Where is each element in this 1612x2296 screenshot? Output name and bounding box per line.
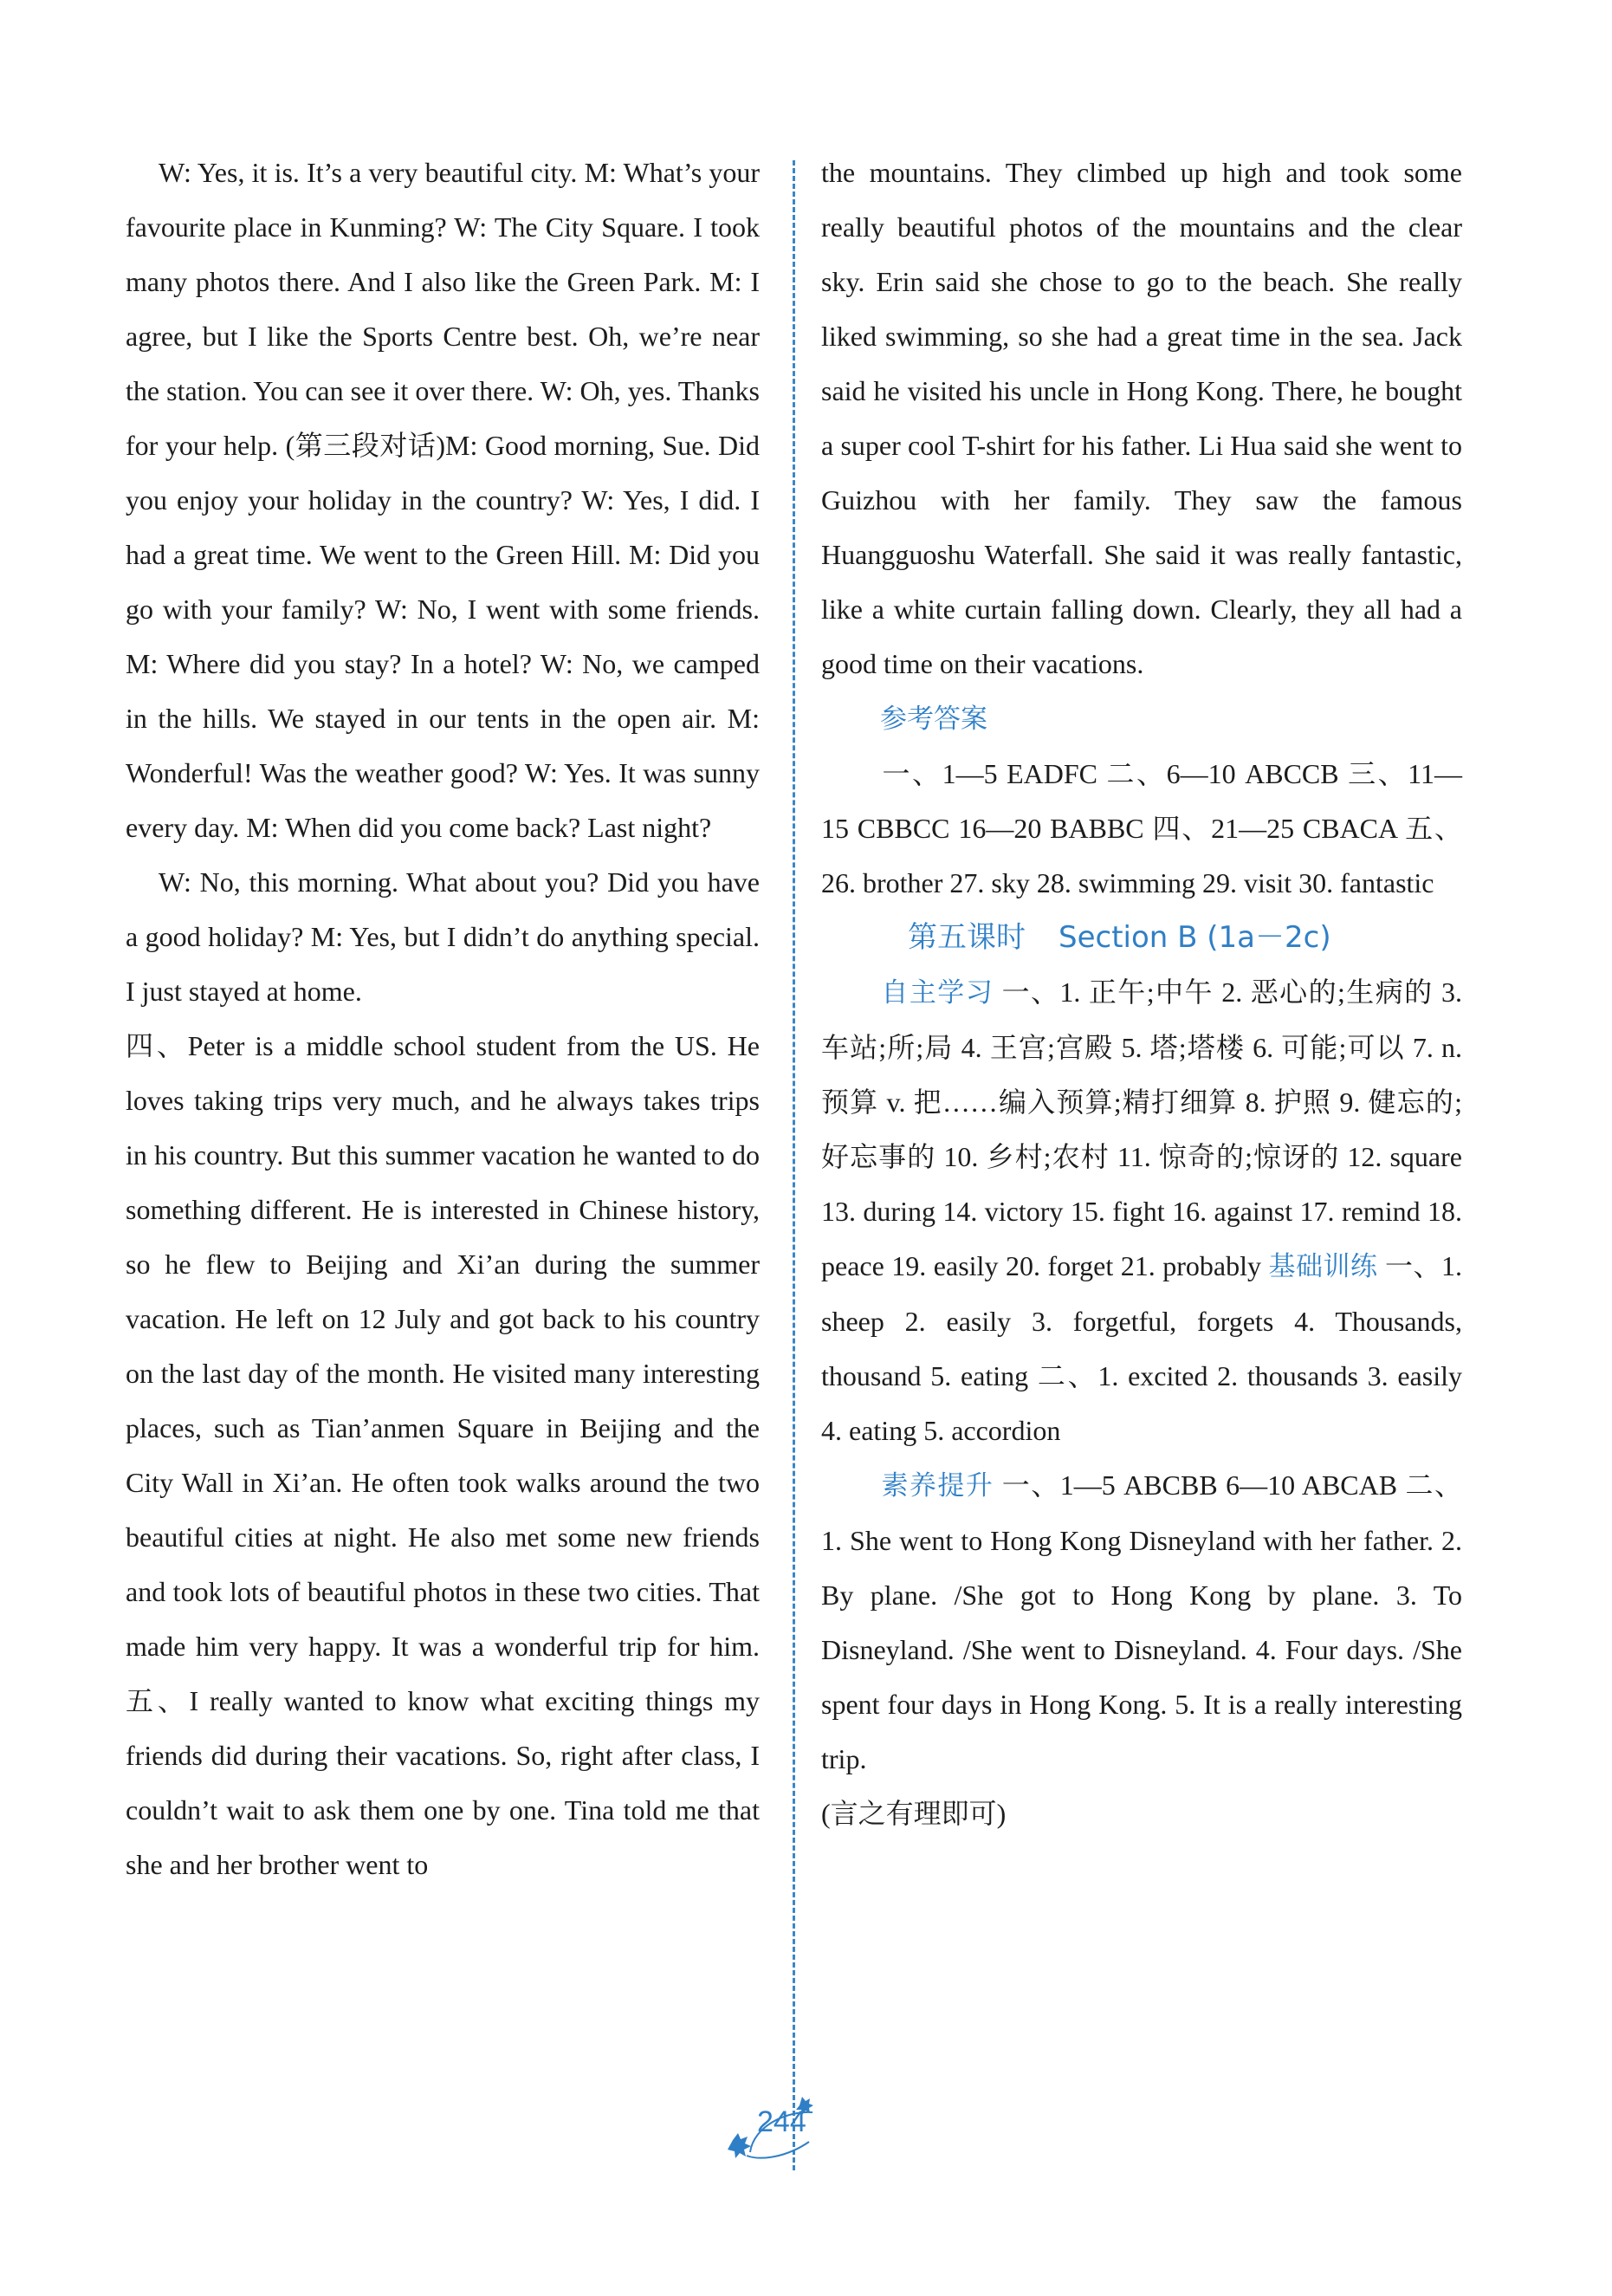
- page-number-badge: [726, 2092, 821, 2161]
- suyang-paragraph: [821, 1458, 1462, 1787]
- dialogue-text-2: W: No, this morning. What about you? Did you have a good holiday? M: Yes, but I didn’t do anything special. I just stayed at home.: [126, 866, 760, 1007]
- right-column: [821, 146, 1462, 1841]
- jichu-text: 一、1. sheep 2. easily 3. forgetful, forgets 4. Thousands, thousand 5. eating 二、1. excited 2. thousands 3. easily 4. eating 5. accordion: [821, 1250, 1463, 1446]
- zizhu-label: 自主学习: [880, 977, 994, 1009]
- left-column: [126, 146, 760, 1892]
- answers-label: 参考答案: [880, 704, 987, 735]
- lesson-title: 第五课时: [908, 920, 1026, 955]
- passage-paragraph: 四、Peter is a middle school student from the US. He loves taking trips very much, and he always takes trips in his country. But this summer vacation he wanted to do something different. He is interested in Chinese history, so he flew to Beijing and Xi’an during the summer vacation. He left on 12 July and got back to his country on the last day of the month. He visited many interesting places, such as Tian’anmen Square in Beijing and the City Wall in Xi’an. He often took walks around the two beautiful cities at night. He also met some new friends and took lots of beautiful photos in these two cities. That made him very happy. It was a wonderful trip for him. 五、I really wanted to know what exciting things my friends did during their vacations. So, right after class, I couldn’t wait to ask them one by one. Tina told me that she and her brother went to: [126, 1030, 760, 1880]
- zizhu-text: 一、1. 正午;中午 2. 恶心的;生病的 3. 车站;所;局 4. 王宫;宫殿 5. 塔;塔楼 6. 可能;可以 7. n. 预算 v. 把……编入预算;精打细算 8. 护照 9. 健忘的;好忘事的 10. 乡村;农村 11. 惊奇的;惊讶的 12. square 13. during 14. victory 15. fight 16. against 17. remind 18. peace 19. easily 20. forget 21. probably: [821, 976, 1463, 1281]
- answer-note: (言之有理即可): [821, 1798, 1007, 1829]
- lesson-heading: [821, 911, 1462, 965]
- passage-continuation: the mountains. They climbed up high and took some really beautiful photos of the mountains and the clear sky. Erin said she chose to go to the beach. She really liked swimming, so she had a great time in the sea. Jack said he visited his uncle in Hong Kong. There, he bought a super cool T-shirt for his father. Li Hua said she went to Guizhou with her family. They saw the famous Huangguoshu Waterfall. She said it was really fantastic, like a white curtain falling down. Clearly, they all had a good time on their vacations.: [821, 157, 1462, 679]
- answers-text: 一、1—5 EADFC 二、6—10 ABCCB 三、11—15 CBBCC 16—20 BABBC 四、21—25 CBACA 五、26. brother 27. sky 28. swimming 29. visit 30. fantastic: [821, 758, 1462, 898]
- page-number: 244: [757, 2105, 806, 2138]
- suyang-text: 一、1—5 ABCBB 6—10 ABCAB 二、1. She went to Hong Kong Disneyland with her father. 2. By plane. /She got to Hong Kong by plane. 3. To Disneyland. /She went to Disneyland. 4. Four days. /She spent four days in Hong Kong. 5. It is a really interesting trip.: [821, 1469, 1463, 1774]
- suyang-label: 素养提升: [880, 1470, 994, 1501]
- jichu-label: 基础训练: [1268, 1251, 1378, 1282]
- lesson-section: Section B (1a－2c): [1058, 920, 1331, 955]
- column-divider: [793, 160, 795, 2170]
- dialogue-text-1: W: Yes, it is. It’s a very beautiful city. M: What’s your favourite place in Kunming? W: The City Square. I took many photos there. And I also like the Green Park. M: I agree, but I like the Sports Centre best. Oh, we’re near the station. You can see it over there. W: Oh, yes. Thanks for your help. (第三段对话)M: Good morning, Sue. Did you enjoy your holiday in the country? W: Yes, I did. I had a great time. We went to the Green Hill. M: Did you go with your family? W: No, I went with some friends. M: Where did you stay? In a hotel? W: No, we camped in the hills. We stayed in our tents in the open air. M: Wonderful! Was the weather good? W: Yes. It was sunny every day. M: When did you come back? Last night?: [126, 157, 760, 843]
- answers-paragraph: [821, 747, 1462, 911]
- dialogue-paragraph-1: [126, 146, 760, 855]
- answers-heading: [821, 691, 1462, 747]
- zizhu-paragraph: [821, 965, 1462, 1458]
- dialogue-paragraph-2: [126, 855, 760, 1019]
